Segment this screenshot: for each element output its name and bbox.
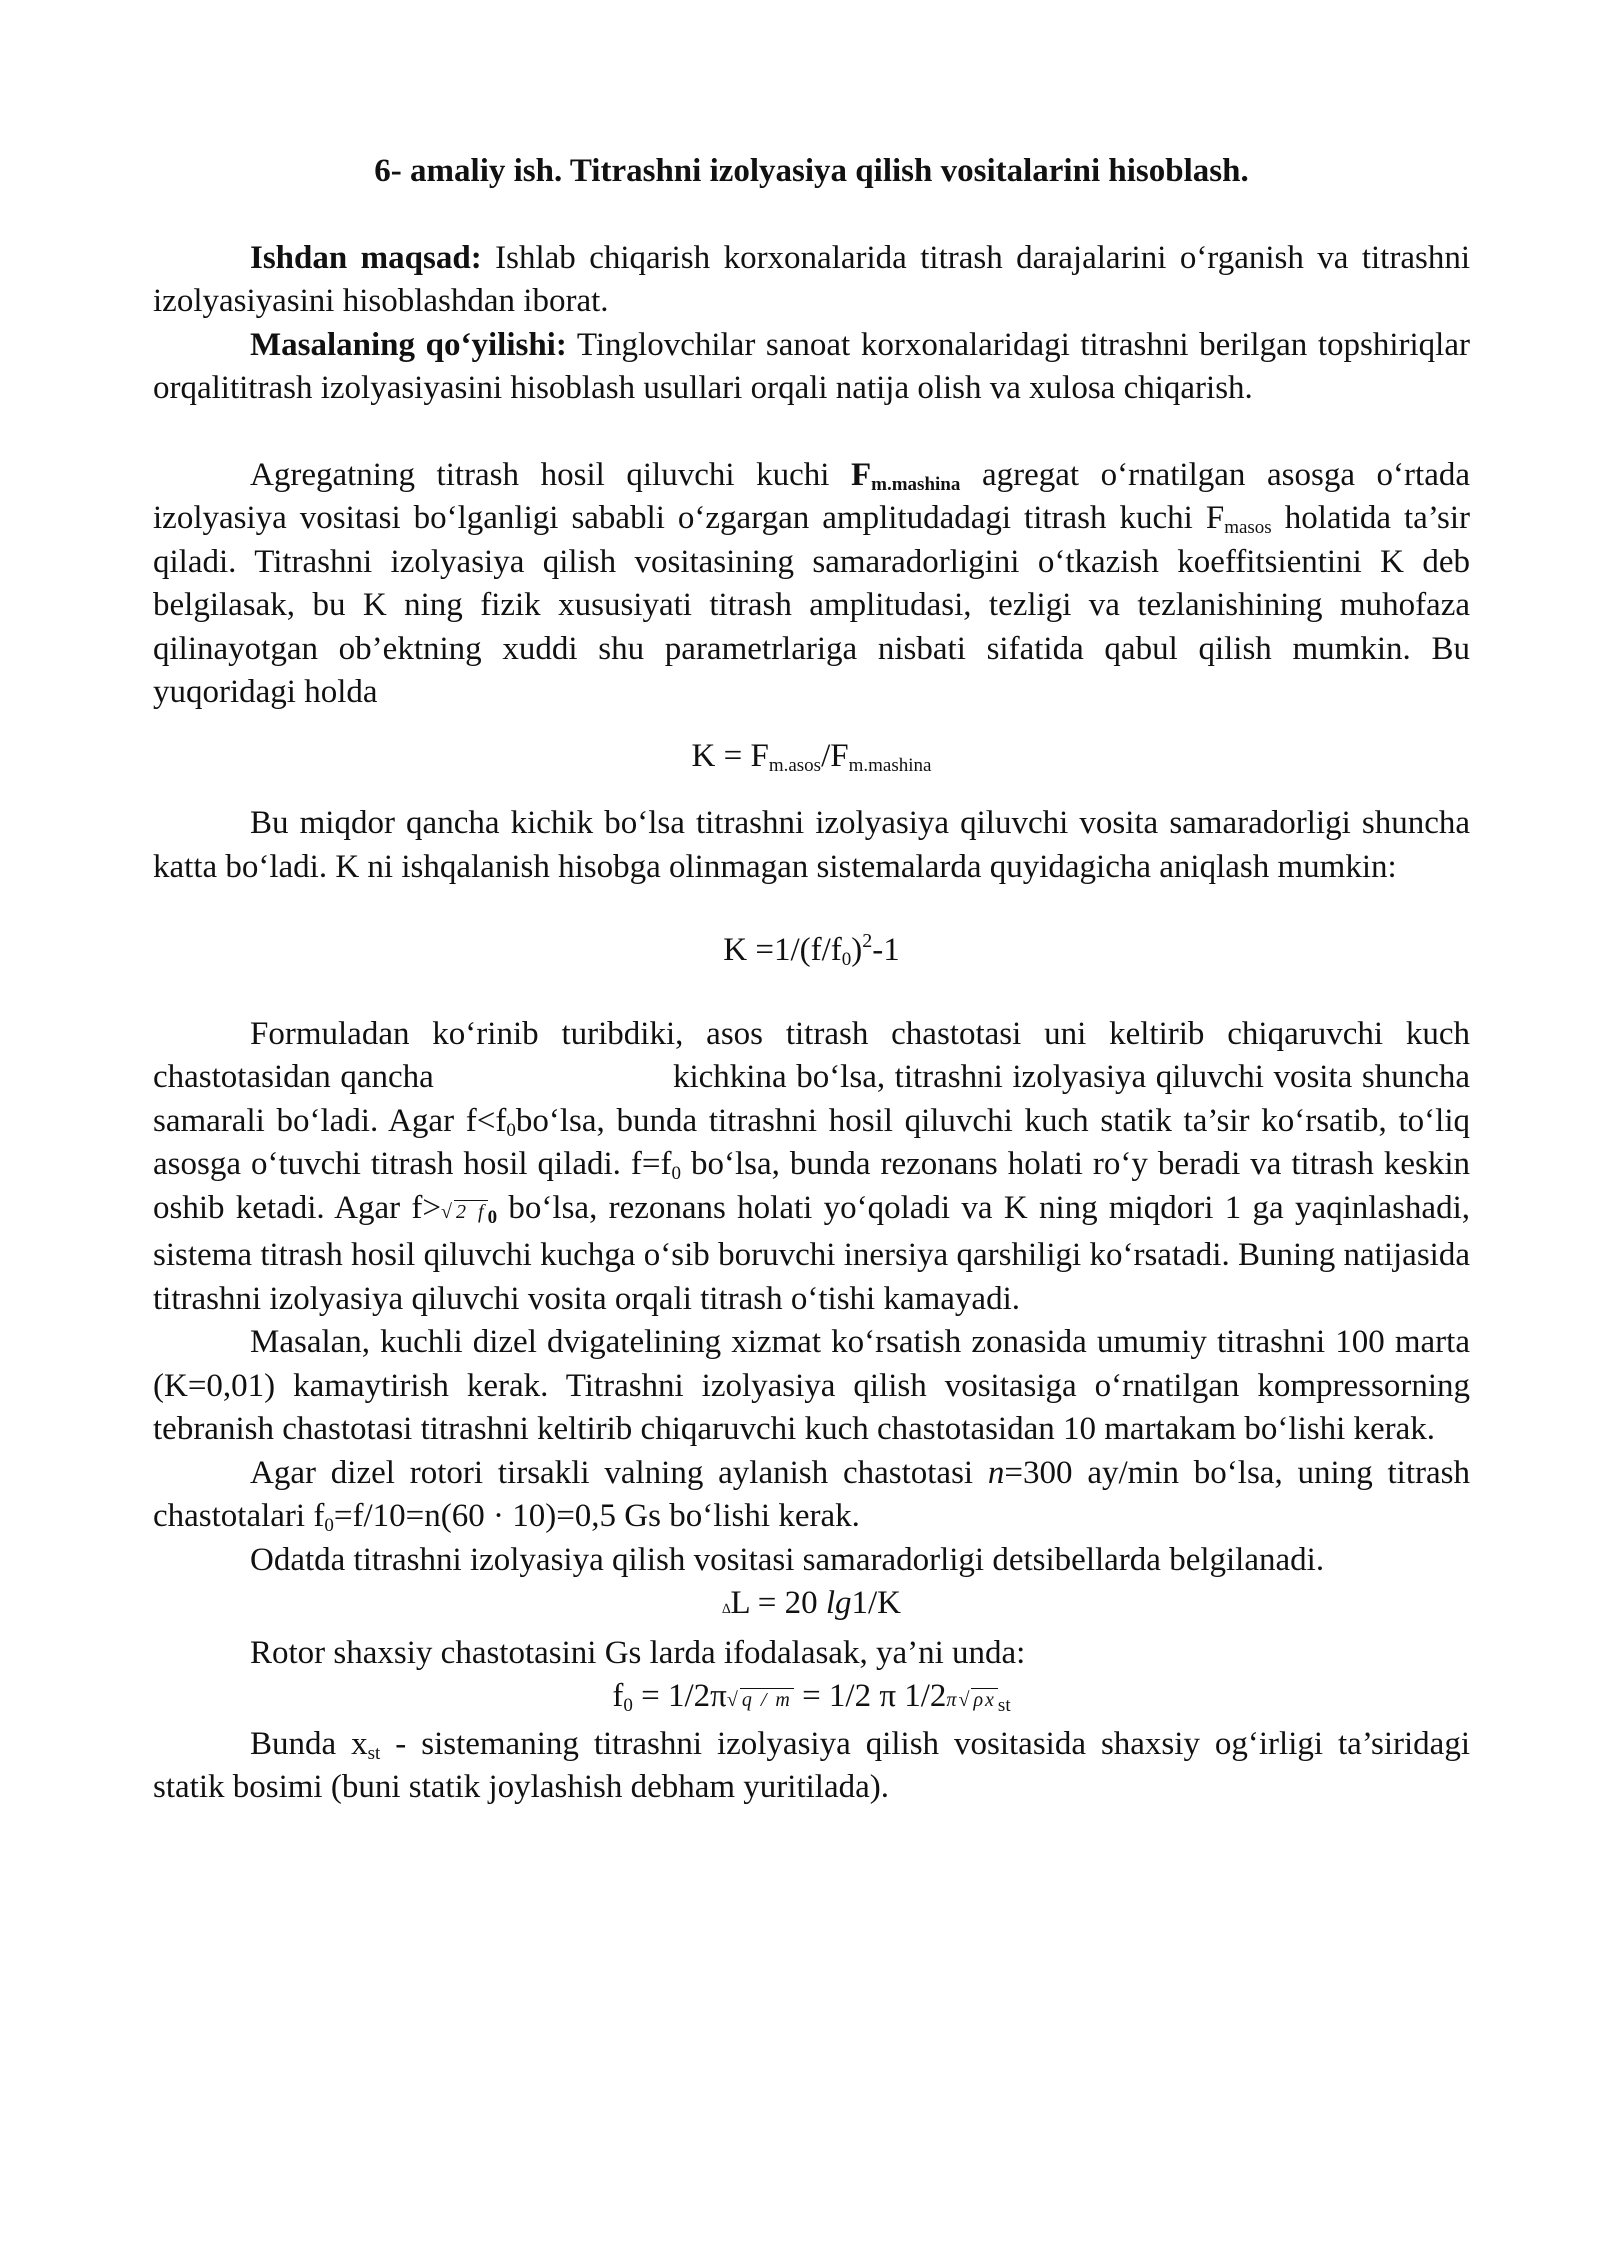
resonance-paragraph: Formuladan ko‘rinib turibdiki, asos titrash chastotasi uni keltirib chiqaruvchi kuch chastotasidan qancha kichkina bo‘lsa, titrashni izolyasiya qiluvchi vosita shuncha samarali bo‘ladi. Agar $f<f_0bo‘lsa$, bunda titrashni hosil qiluvchi kuch statik ta’sir ko‘rsatib, to‘liq asosga o‘tuvchi titrash hosil qiladi. $f=f_0$ bo‘lsa, bunda rezonans holati ro‘y beradi va titrash keskin oshib ketadi. Agar f>√ 2 f $_0$ bo‘lsa, rezonans holati yo‘qoladi va K ning miqdori 1 ga yaqinlashadi, sistema titrash hosil qiluvchi kuchga o‘sib boruvchi inersiya qarshiligi ko‘rsatadi. Buning natijasida titrashni izolyasiya qiluvchi vosita orqali titrash o‘tishi kamayadi. bbox=[153, 1015, 1479, 1317]
force-paragraph bbox=[153, 454, 1470, 715]
page-title: 6- amaliy ish. Titrashni izolyasiya qilish vositalarini hisoblash. bbox=[374, 153, 1249, 189]
example-paragraph: Masalan, kuchli dizel dvigatelining xizmat ko‘rsatish zonasida umumiy titrashni 100 marta (K=0,01) kamaytirish kerak. Titrashni izolyasiya qilish vositasiga o‘rnatilgan kompressorning tebranish chastotasi titrashni keltirib chiqaruvchi kuch chastotasidan 10 martakam bo‘lishi kerak. bbox=[153, 1324, 1470, 1447]
formula-decibel: ∆L = 20 lg1/K bbox=[721, 1585, 902, 1621]
formula-rotor-frequency: $f_0 = 1/2\pi√$ q / m = 1/2 π 1/2π√ ρx $_{st}$ bbox=[612, 1678, 1011, 1716]
problem-text: Tinglovchilar sanoat korxonalaridagi titrashni berilgan topshiriqlar orqalititrash izolyasiyasini hisoblash usullari orqali natija olish va xulosa chiqarish. bbox=[153, 326, 1470, 406]
goal-text: Ishlab chiqarish korxonalarida titrash darajalarini o‘rganish va titrashni izolyasiyasini hisoblashdan iborat. bbox=[153, 239, 1470, 319]
decibel-paragraph: Odatda titrashni izolyasiya qilish vositasi samaradorligi detsibellarda belgilanadi. bbox=[250, 1541, 1325, 1578]
formula-k-ratio: $K = F_{m.asos}/F_{m.mashina}$ bbox=[691, 737, 932, 776]
sqrt-symbol: √ 2 f bbox=[441, 1200, 486, 1223]
goal-paragraph bbox=[153, 237, 1470, 324]
goal-label: Ishdan maqsad: bbox=[250, 239, 482, 276]
problem-paragraph bbox=[153, 324, 1470, 411]
rotor-frequency-paragraph: Rotor shaxsiy chastotasini Gs larda ifodalasak, ya’ni unda: bbox=[250, 1634, 1026, 1671]
formula-k-frequency: $K =1/(f/f_0)^2-1$ bbox=[723, 930, 900, 970]
force-text-c: holatida ta’sir qiladi. Titrashni izolyasiya qilish vositasining samaradorligini o‘tkazish koeffitsientini K deb belgilasak, bu K ning fizik xususiyati titrash amplitudasi, tezligi va tezlanishining muhofaza qilinayotgan ob’ektning xuddi shu parametrlariga nisbati sifatida qabul qilish mumkin. Bu yuqoridagi holda bbox=[153, 500, 1470, 710]
force-symbol: $F_{m.mashina}$ bbox=[850, 456, 961, 495]
efficiency-paragraph: Bu miqdor qancha kichik bo‘lsa titrashni izolyasiya qiluvchi vosita samaradorligi shuncha katta bo‘ladi. K ni ishqalanish hisobga olinmagan sistemalarda quyidagicha aniqlash mumkin: bbox=[153, 805, 1470, 885]
rotor-paragraph: Agar dizel rotori tirsakli valning aylanish chastotasi n=300 ay/min bo‘lsa, uning titrash chastotalari $f_0=f/10=n(60 \cdot 10)=0,5$ Gs bo‘lishi kerak. bbox=[153, 1454, 1471, 1536]
problem-label: Masalaning qo‘yilishi: bbox=[250, 326, 567, 363]
force-text-b: agregat o‘rnatilgan asosga o‘rtada izolyasiya vositasi bo‘lganligi sababli o‘zgargan amplitudadagi titrash kuchi F bbox=[153, 456, 1470, 536]
static-pressure-paragraph: Bunda $x_{st}$ - sistemaning titrashni izolyasiya qilish vositasida shaxsiy og‘irligi ta’siridagi statik bosimi (buni statik joylashish debham yuritilada). bbox=[153, 1725, 1470, 1805]
force-text-a: Agregatning titrash hosil qiluvchi kuchi bbox=[250, 456, 851, 493]
force-sub-masos: masos bbox=[1224, 517, 1272, 538]
